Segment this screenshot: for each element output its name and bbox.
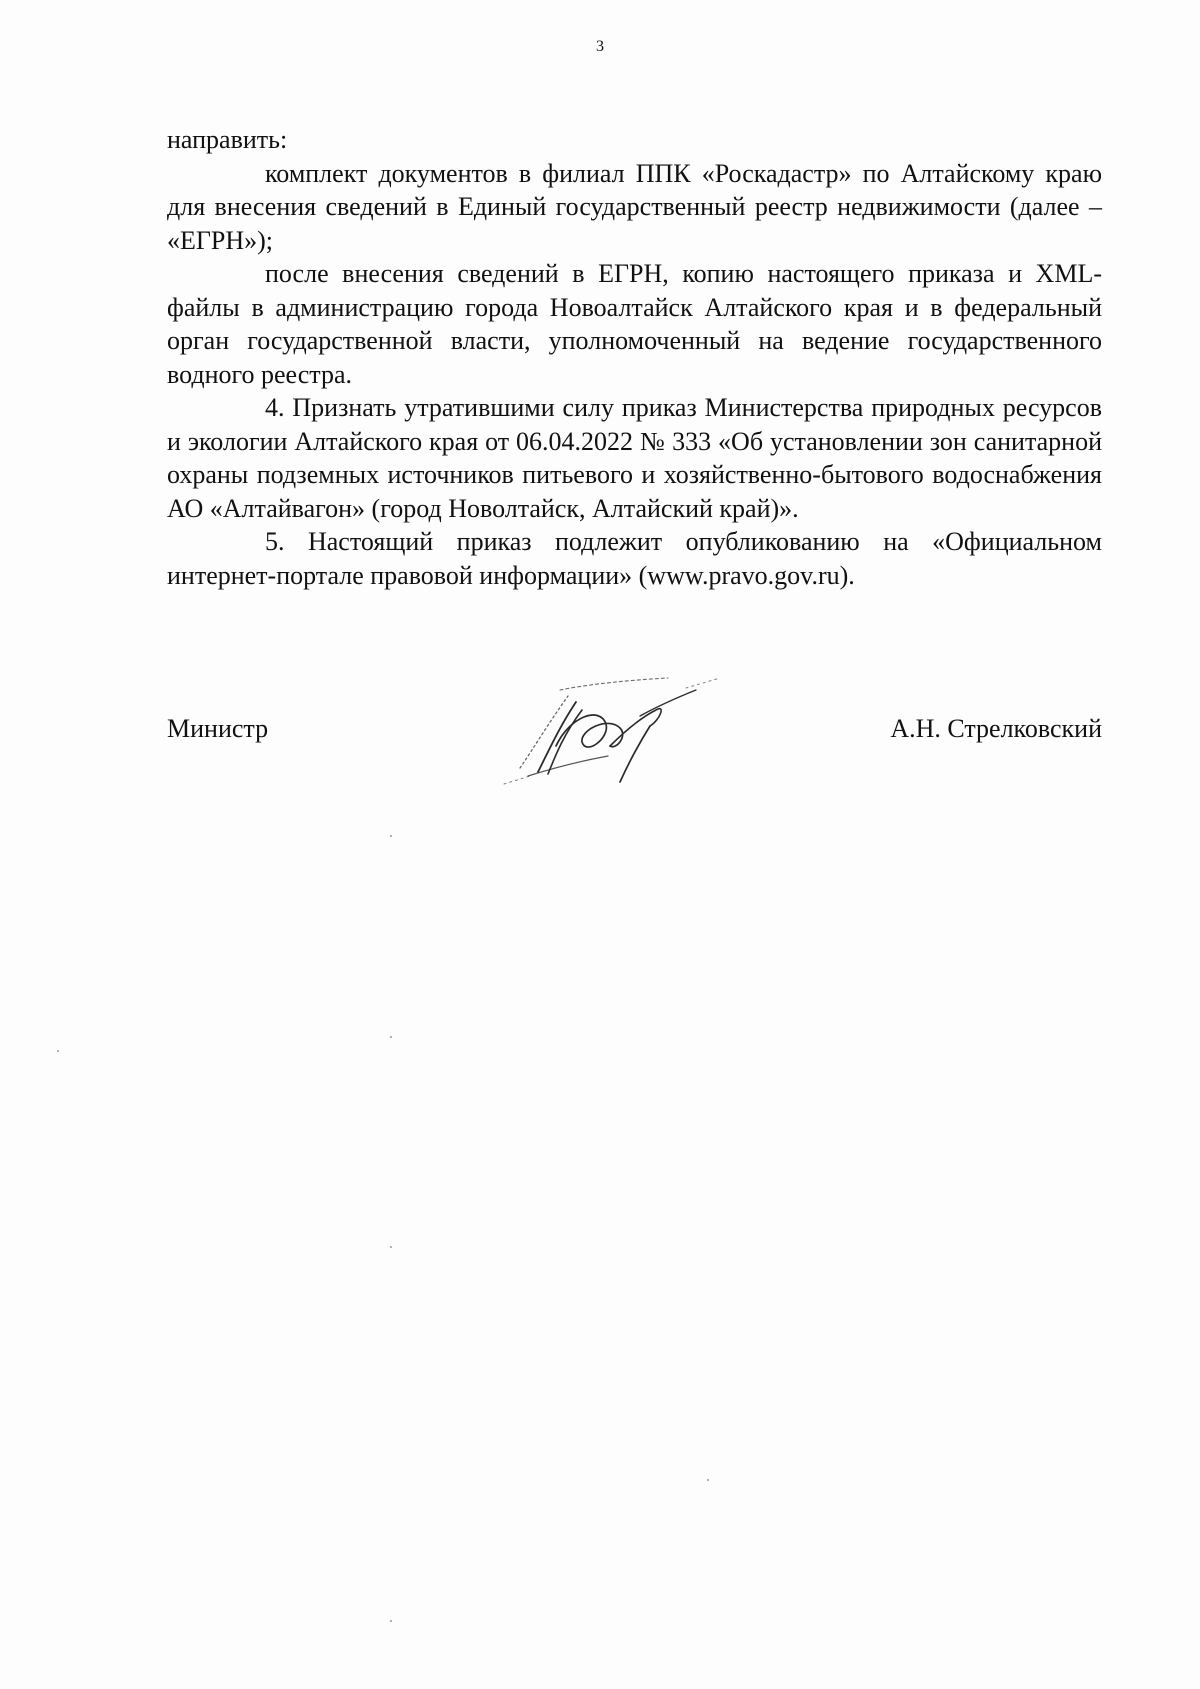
scan-speck [390, 1246, 392, 1248]
paragraph-copy-to-administration: после внесения сведений в ЕГРН, копию настоящего приказа и XML-файлы в администрацию города Новоалтайск Алтайского края и в федеральный орган государственной власти, уполномоченный на ведение государственного водного реестра. [167, 259, 1102, 389]
page-number: 3 [596, 38, 604, 55]
handwritten-signature [490, 676, 740, 796]
signatory-name: А.Н. Стрелковский [890, 714, 1102, 743]
paragraph-documents-to-cadastre: комплект документов в филиал ППК «Роскадастр» по Алтайскому краю для внесения сведений в Единый государственный реестр недвижимости (далее – «ЕГРН»); [167, 158, 1102, 255]
scan-speck [390, 1620, 392, 1622]
paragraph-send-intro: направить: [167, 125, 288, 154]
signatory-role: Министр [167, 714, 269, 743]
scan-speck [390, 835, 392, 837]
scan-speck [707, 1479, 709, 1481]
scan-speck [57, 1050, 59, 1052]
scan-speck [390, 1036, 392, 1038]
paragraph-item-5-publication: 5. Настоящий приказ подлежит опубликованию на «Официальном интернет-портале правовой информации» (www.pravo.gov.ru). [167, 527, 1102, 590]
document-body [167, 123, 1102, 592]
paragraph-item-4-repeal: 4. Признать утратившими силу приказ Министерства природных ресурсов и экологии Алтайского края от 06.04.2022 № 333 «Об установлении зон санитарной охраны подземных источников питьевого и хозяйственно-бытового водоснабжения АО «Алтайвагон» (город Новолтайск, Алтайский край)». [167, 393, 1102, 523]
